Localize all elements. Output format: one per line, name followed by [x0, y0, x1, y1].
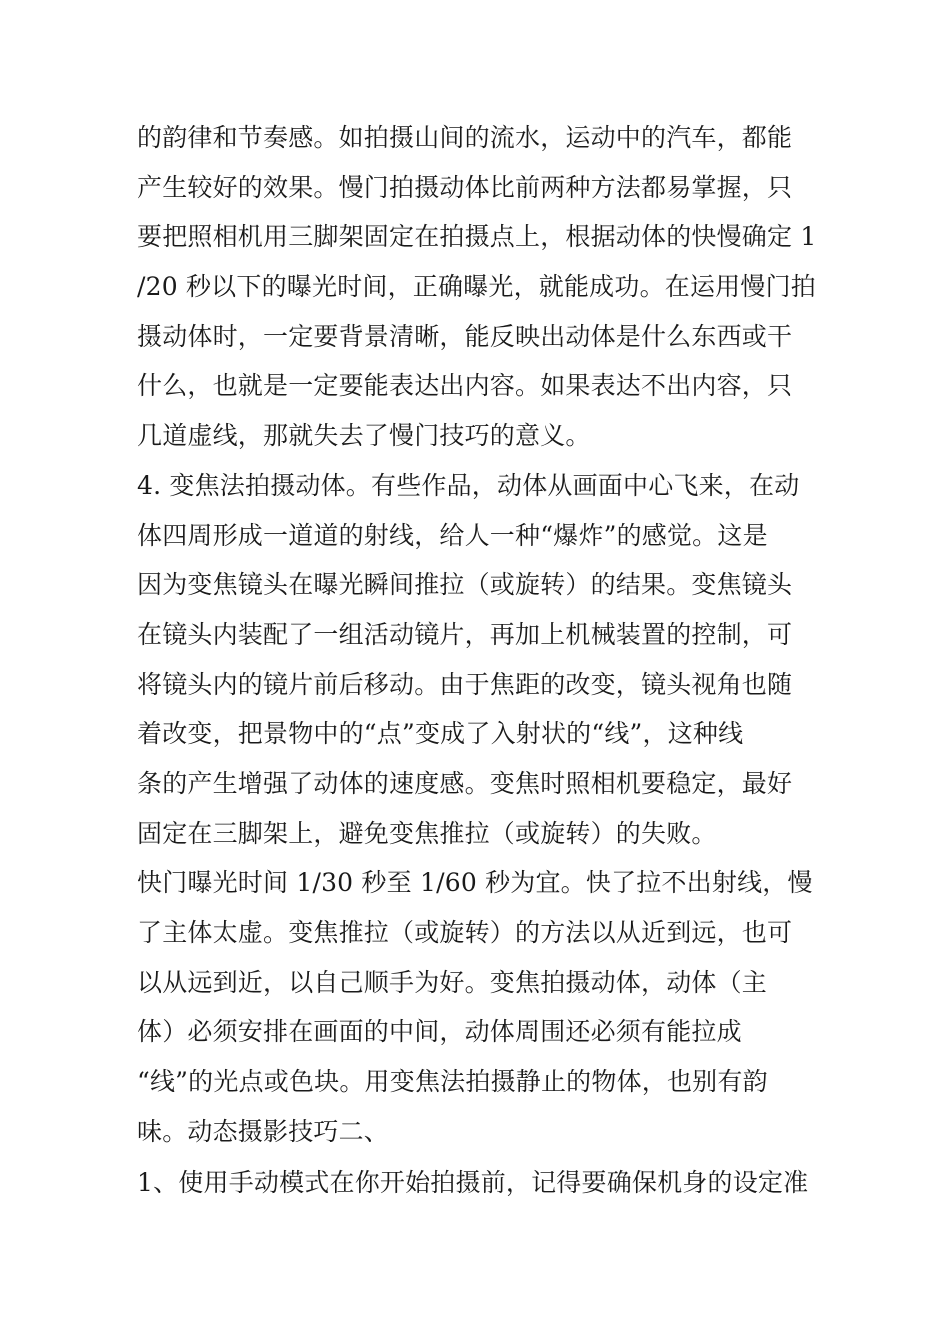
- text-line: 几道虚线，那就失去了慢门技巧的意义。: [137, 421, 591, 451]
- document-body: [137, 113, 827, 1208]
- text-line: 将镜头内的镜片前后移动。由于焦距的改变，镜头视角也随: [137, 669, 793, 699]
- text-line: 4. 变焦法拍摄动体。有些作品，动体从画面中心飞来，在动: [137, 470, 800, 500]
- text-line: 因为变焦镜头在曝光瞬间推拉（或旋转）的结果。变焦镜头: [137, 570, 793, 600]
- text-line: 着改变，把景物中的“点”变成了入射状的“线”，这种线: [137, 719, 744, 749]
- text-line: 条的产生增强了动体的速度感。变焦时照相机要稳定，最好: [137, 768, 793, 798]
- text-line: 摄动体时，一定要背景清晰，能反映出动体是什么东西或干: [137, 321, 793, 351]
- text-line: “线”的光点或色块。用变焦法拍摄静止的物体，也别有韵: [137, 1067, 768, 1097]
- text-line: 快门曝光时间 1/30 秒至 1/60 秒为宜。快了拉不出射线，慢: [137, 868, 813, 898]
- text-line: 以从远到近，以自己顺手为好。变焦拍摄动体，动体（主: [137, 967, 768, 997]
- text-line: 固定在三脚架上，避免变焦推拉（或旋转）的失败。: [137, 818, 717, 848]
- text-line: 1、使用手动模式在你开始拍摄前，记得要确保机身的设定准: [137, 1168, 809, 1198]
- text-line: 的韵律和节奏感。如拍摄山间的流水，运动中的汽车，都能: [137, 123, 793, 152]
- text-line: 体）必须安排在画面的中间，动体周围还必须有能拉成: [137, 1017, 742, 1047]
- text-line: 在镜头内装配了一组活动镜片，再加上机械装置的控制，可: [137, 619, 793, 649]
- text-line: /20 秒以下的曝光时间，正确曝光，就能成功。在运用慢门拍: [137, 272, 816, 302]
- text-line: 了主体太虚。变焦推拉（或旋转）的方法以从近到远，也可: [137, 918, 793, 947]
- text-line: 味。动态摄影技巧二、: [137, 1116, 390, 1146]
- text-line: 体四周形成一道道的射线，给人一种“爆炸”的感觉。这是: [137, 520, 768, 550]
- text-line: 什么，也就是一定要能表达出内容。如果表达不出内容，只: [137, 371, 793, 401]
- text-line: 产生较好的效果。慢门拍摄动体比前两种方法都易掌握，只: [137, 172, 793, 202]
- text-line: 要把照相机用三脚架固定在拍摄点上，根据动体的快慢确定 1: [137, 222, 817, 252]
